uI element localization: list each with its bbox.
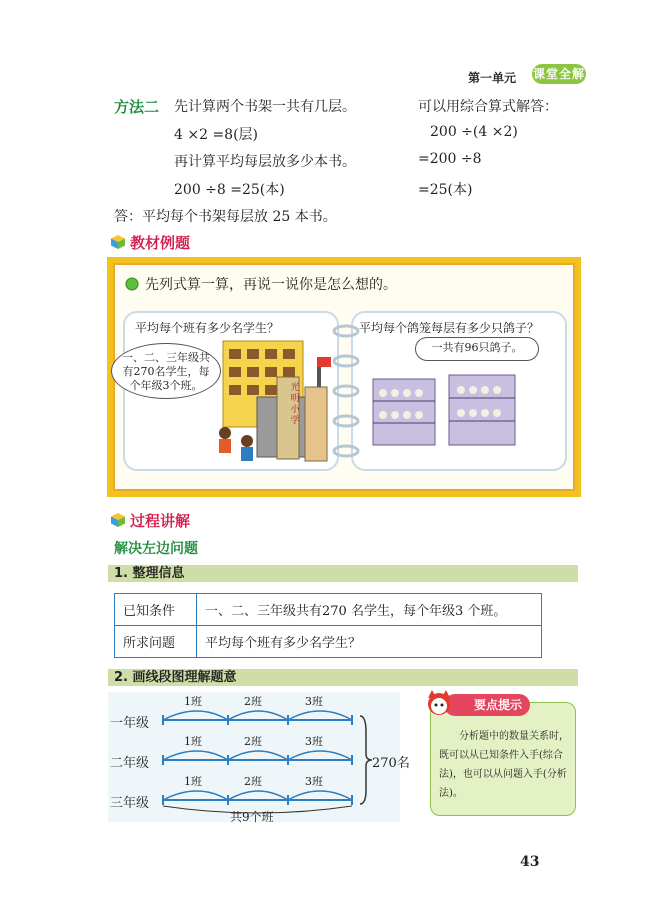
right-question: 平均每个鸽笼每层有多少只鸽子？ xyxy=(359,321,540,335)
method-step: 4 ×2 =8(层) xyxy=(174,127,259,143)
grade-label: 三年级 xyxy=(110,796,150,811)
example-frame xyxy=(107,257,581,497)
tips-box xyxy=(430,702,576,816)
left-illustration-page xyxy=(123,311,339,471)
class-label: 1班 xyxy=(184,775,202,788)
combined-formula-step: =25(本) xyxy=(418,182,473,198)
class-label: 2班 xyxy=(244,735,262,748)
method-answer: 答：平均每个书架每层放 25 本书。 xyxy=(114,209,337,225)
combined-formula-step: =200 ÷8 xyxy=(418,151,482,167)
school-sign: 光明小学 xyxy=(290,383,300,426)
step-bar-1 xyxy=(108,565,578,582)
table-row xyxy=(115,626,542,658)
step-label: 1. 整理信息 xyxy=(114,566,185,581)
section-badge: 课堂全解 xyxy=(532,64,586,84)
class-label: 2班 xyxy=(244,695,262,708)
info-key: 已知条件 xyxy=(115,594,197,626)
grade-label: 一年级 xyxy=(110,716,150,731)
combined-formula-step: 200 ÷(4 ×2) xyxy=(430,124,518,140)
right-illustration-page xyxy=(351,311,567,471)
step-label: 2. 画线段图理解题意 xyxy=(114,670,237,685)
class-label: 3班 xyxy=(305,775,323,788)
left-question: 平均每个班有多少名学生？ xyxy=(135,321,280,335)
info-value: 平均每个班有多少名学生？ xyxy=(197,626,542,658)
unit-title: 第一单元 xyxy=(468,71,517,85)
cat-mascot-icon xyxy=(424,688,454,718)
line-segment-diagram xyxy=(108,692,408,822)
grade-label: 二年级 xyxy=(110,756,150,771)
subtitle: 解决左边问题 xyxy=(114,541,198,557)
class-label: 1班 xyxy=(184,695,202,708)
class-label: 2班 xyxy=(244,775,262,788)
green-dot-icon xyxy=(125,277,139,291)
section-title-process: 过程讲解 xyxy=(130,512,191,530)
method-step: 再计算平均每层放多少本书。 xyxy=(174,154,356,170)
step-bar-2 xyxy=(108,669,578,686)
bubble-line: 有270名学生，每 xyxy=(122,365,210,378)
total-label: 270名 xyxy=(372,756,410,771)
section-title-example: 教材例题 xyxy=(130,234,191,252)
book-spiral-rings xyxy=(331,321,361,461)
bubble-line: 一、二、三年级共 xyxy=(122,351,210,364)
speech-bubble-right: 一共有96只鸽子。 xyxy=(415,337,539,361)
speech-bubble xyxy=(111,343,221,399)
method-step: 先计算两个书架一共有几层。 xyxy=(174,99,356,115)
table-row xyxy=(115,594,542,626)
tips-badge: 要点提示 xyxy=(444,694,530,716)
example-prompt: 先列式算一算，再说一说你是怎么想的。 xyxy=(145,277,397,293)
bubble-line: 个年级3个班。 xyxy=(129,379,203,392)
info-table xyxy=(114,593,542,658)
class-label: 1班 xyxy=(184,735,202,748)
combined-formula-step: 可以用综合算式解答： xyxy=(418,99,558,115)
page-number: 43 xyxy=(520,854,540,870)
pigeon-cages-illustration xyxy=(369,373,519,453)
school-building-illustration xyxy=(217,337,335,467)
method-step: 200 ÷8 =25(本) xyxy=(174,182,285,198)
class-label: 3班 xyxy=(305,695,323,708)
tips-text: 分析题中的数量关系时，既可以从已知条件入手(综合法)，也可以从问题入手(分析法)。 xyxy=(439,731,569,799)
cube-icon xyxy=(110,234,126,250)
cube-icon xyxy=(110,512,126,528)
total-classes-label: 共9个班 xyxy=(230,810,274,824)
info-key: 所求问题 xyxy=(115,626,197,658)
class-label: 3班 xyxy=(305,735,323,748)
info-value: 一、二、三年级共有270 名学生，每个年级3 个班。 xyxy=(197,594,542,626)
method-two-label: 方法二 xyxy=(114,98,160,116)
